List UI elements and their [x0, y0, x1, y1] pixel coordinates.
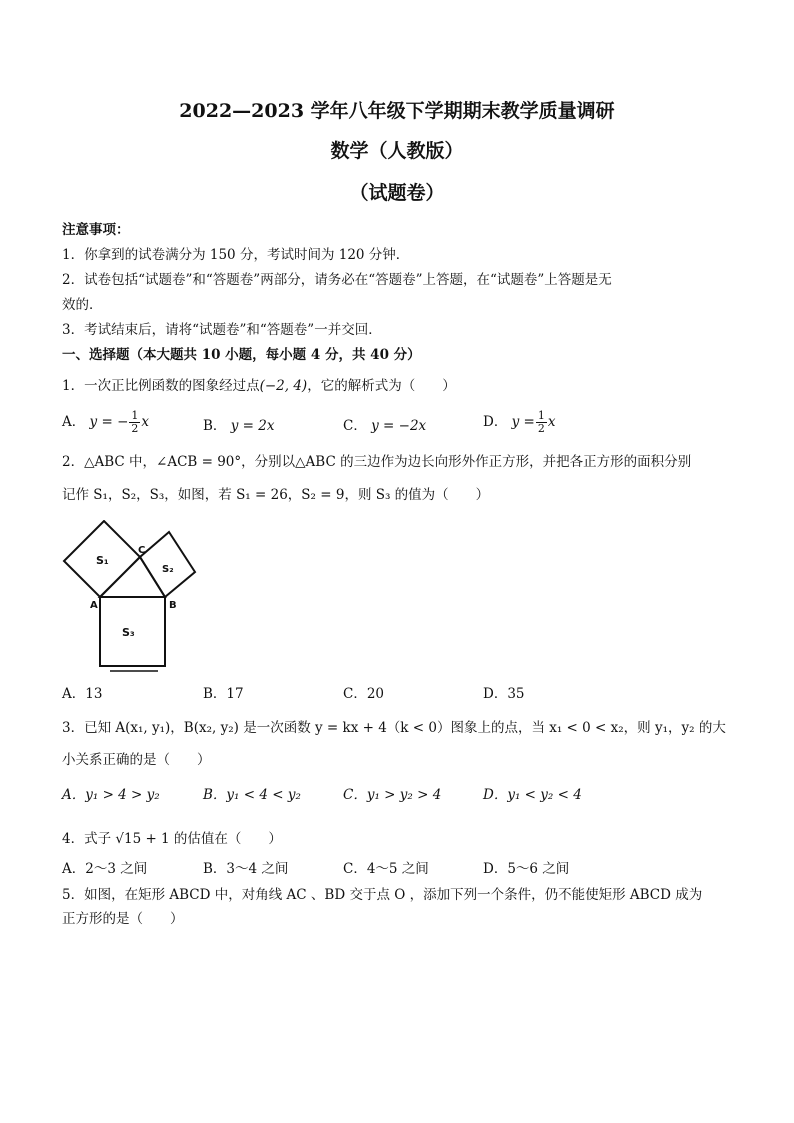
- q2-option-a: A．13: [62, 686, 103, 702]
- q1-option-a-var: x: [141, 414, 150, 430]
- q1-option-b-label: B．: [203, 418, 227, 434]
- label-s1: S₁: [96, 554, 109, 567]
- q2-option-d: D．35: [483, 686, 525, 702]
- question-3-line-1: 3．已知 A(x₁, y₁)，B(x₂, y₂) 是一次函数 y = kx + 4（k < 0）图象上的点，当 x₁ < 0 < x₂，则 y₁，y₂ 的大: [62, 720, 726, 736]
- notice-heading: 注意事项：: [62, 222, 130, 238]
- notice-item-3: 3．考试结束后，请将“试题卷”和“答题卷”一并交回．: [62, 322, 382, 338]
- q1-option-a-fraction: [129, 410, 140, 435]
- label-vertex-b: B: [169, 600, 177, 611]
- question-5-line-2: 正方形的是（ ）: [62, 911, 184, 927]
- label-vertex-c: C: [138, 545, 146, 556]
- question-2-line-2: 记作 S₁，S₂，S₃，如图，若 S₁ = 26，S₂ = 9，则 S₃ 的值为（ ）: [62, 487, 490, 503]
- question-3-line-2: 小关系正确的是（ ）: [62, 752, 211, 768]
- label-s3: S₃: [122, 626, 135, 639]
- q1-option-a-lhs: y = −: [89, 414, 129, 430]
- label-vertex-a: A: [90, 600, 98, 611]
- q1-option-d-label: D．: [483, 414, 508, 430]
- q1-stem-end: ，它的解析式为（ ）: [307, 378, 456, 394]
- pythagoras-squares-figure: [62, 520, 202, 672]
- q1-option-d-var: x: [547, 414, 556, 430]
- label-s2: S₂: [162, 564, 174, 575]
- exam-title: 2022—2023 学年八年级下学期期末教学质量调研: [179, 100, 615, 122]
- q4-option-c: C．4～5 之间: [343, 861, 429, 877]
- notice-item-2: 2．试卷包括“试题卷”和“答题卷”两部分，请务必在“答题卷”上答题，在“试题卷”上答题是无: [62, 272, 612, 288]
- notice-item-2-cont: 效的．: [62, 297, 103, 313]
- q1-point: (−2, 4): [259, 378, 308, 394]
- fraction-denominator: 2: [537, 422, 545, 435]
- q4-option-b: B．3～4 之间: [203, 861, 289, 877]
- q1-option-a-label: A．: [62, 414, 86, 430]
- q4-option-d: D．5～6 之间: [483, 861, 570, 877]
- q1-option-d-lhs: y =: [511, 414, 535, 430]
- paper-type: （试题卷）: [349, 182, 445, 204]
- q1-option-d-fraction: [536, 410, 547, 435]
- q1-option-d: [483, 410, 555, 435]
- question-5-line-1: 5．如图，在矩形 ABCD 中，对角线 AC 、BD 交于点 O ，添加下列一个条件，仍不能使矩形 ABCD 成为: [62, 887, 703, 903]
- section-1-heading: 一、选择题（本大题共 10 小题，每小题 4 分，共 40 分）: [62, 347, 421, 363]
- question-1-stem: [62, 374, 456, 394]
- q3-option-d: D．y₁ < y₂ < 4: [483, 787, 582, 803]
- question-2-line-1: 2．△ABC 中，∠ACB = 90°，分别以△ABC 的三边作为边长向形外作正方形，并把各正方形的面积分别: [62, 454, 692, 470]
- q2-option-b: B．17: [203, 686, 244, 702]
- q4-option-a: A．2～3 之间: [62, 861, 148, 877]
- q1-option-b: [203, 414, 274, 434]
- notice-item-1: 1．你拿到的试卷满分为 150 分，考试时间为 120 分钟．: [62, 247, 410, 263]
- q1-option-c-label: C．: [343, 418, 367, 434]
- fraction-numerator: 1: [537, 409, 545, 422]
- q3-option-b: B．y₁ < 4 < y₂: [203, 787, 301, 803]
- fraction-numerator: 1: [131, 409, 139, 422]
- q1-option-c: [343, 414, 426, 434]
- q1-stem-start: 1．一次正比例函数的图象经过点: [62, 378, 260, 394]
- q3-option-a: A．y₁ > 4 > y₂: [62, 787, 160, 803]
- question-4-stem: 4．式子 √15 + 1 的估值在（ ）: [62, 831, 282, 847]
- fraction-denominator: 2: [131, 422, 139, 435]
- q1-option-a: [62, 410, 149, 435]
- q1-option-b-text: y = 2x: [230, 418, 275, 434]
- exam-subtitle: 数学（人教版）: [330, 140, 464, 162]
- q3-option-c: C．y₁ > y₂ > 4: [343, 787, 442, 803]
- triangle-abc: [100, 557, 165, 597]
- q1-option-c-text: y = −2x: [371, 418, 427, 434]
- q2-option-c: C．20: [343, 686, 385, 702]
